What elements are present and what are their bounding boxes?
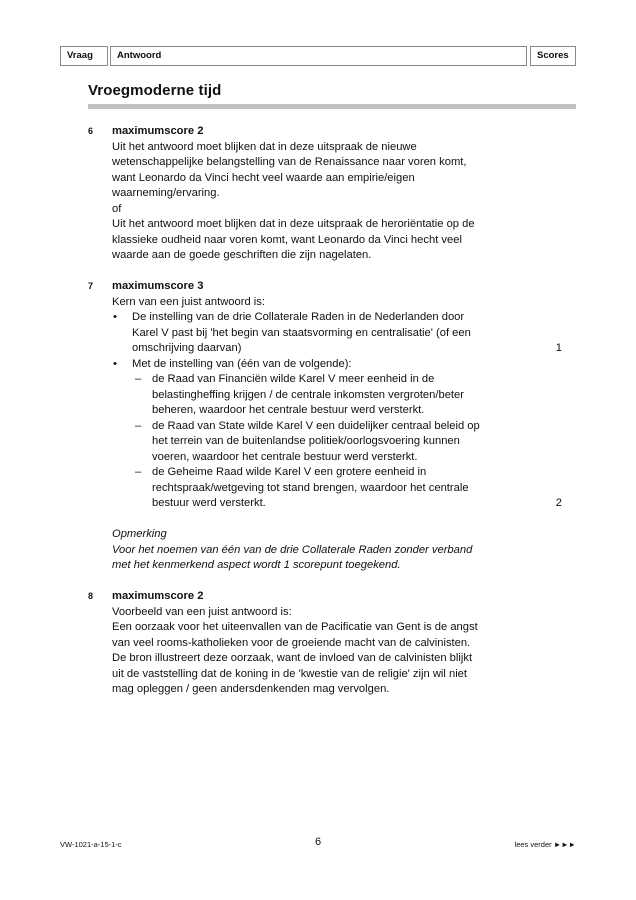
answer-line: het terrein van de buitenlandse politiek/oorlogsvoering kunnen (152, 435, 460, 447)
header-vraag-label: Vraag (67, 50, 93, 61)
answer-line: belastingheffing krijgen / de centrale inkomsten vergroten/beter (152, 388, 464, 401)
answer-line: bestuur werd versterkt. (152, 497, 266, 509)
answer-line: wetenschappelijke belangstelling van de Renaissance naar voren komt, (112, 156, 467, 168)
header-scores (530, 46, 576, 66)
answer-line: klassieke oudheid naar voren komt, want Leonardo da Vinci hecht veel (112, 233, 462, 246)
question-body (112, 279, 562, 574)
answer-line: De bron illustreert deze oorzaak, want de invloed van de calvinisten blijkt (112, 652, 473, 664)
answer-line: beheren, waardoor het centrale bestuur werd versterkt. (152, 404, 425, 416)
question-number: 6 (88, 126, 94, 136)
answer-intro: Kern van een juist antwoord is: (112, 295, 265, 308)
header-scores-label: Scores (537, 50, 569, 61)
answer-line: Karel V past bij 'het begin van staatsvorming en centralisatie' (of een (132, 326, 471, 339)
answer-line: of (112, 202, 122, 215)
section-title: Vroegmoderne tijd (88, 82, 222, 99)
answer-line: rechtspraak/wetgeving tot stand brengen, waardoor het centrale (152, 481, 469, 494)
answer-line: Een oorzaak voor het uiteenvallen van de Pacificatie van Gent is de angst (112, 621, 478, 633)
answer-line: de Raad van Financiën wilde Karel V meer eenheid in de (152, 373, 435, 385)
dash-marker: – (135, 419, 142, 432)
max-score: maximumscore 2 (112, 590, 204, 602)
answer-subitem (132, 465, 532, 512)
answer-line: waarneming/ervaring. (112, 187, 220, 199)
answer-line: uit de vaststelling dat de koning in de 'kwestie van de religie' zijn wil niet (112, 667, 468, 680)
spacer (112, 512, 532, 528)
header-antwoord (110, 46, 527, 66)
answer-line: Uit het antwoord moet blijken dat in deze uitspraak de heroriëntatie op de (112, 218, 475, 230)
answer-line: van veel rooms-katholieken voor de groeiende macht van de calvinisten. (112, 636, 471, 649)
answer-line: want Leonardo da Vinci hecht veel waarde aan empirie/eigen (112, 171, 415, 184)
bullet-marker: • (113, 357, 117, 370)
section-divider (88, 104, 576, 109)
question-body (112, 589, 532, 698)
answer-line: Met de instelling van (één van de volgende): (132, 357, 352, 370)
page-number: 6 (314, 836, 322, 848)
remark-line: Voor het noemen van één van de drie Collaterale Raden zonder verband (112, 543, 473, 556)
answer-subitem (132, 372, 532, 419)
answer-line: mag opleggen / geen andersdenkenden mag vervolgen. (112, 683, 390, 695)
answer-line: Voorbeeld van een juist antwoord is: (112, 605, 292, 618)
answer-line: Uit het antwoord moet blijken dat in deze uitspraak de nieuwe (112, 140, 417, 153)
answer-line: omschrijving daarvan) (132, 342, 242, 354)
header-antwoord-label: Antwoord (117, 50, 162, 61)
answer-bullet (112, 357, 562, 512)
answer-line: De instelling van de drie Collaterale Raden in de Nederlanden door (132, 311, 465, 323)
max-score: maximumscore 3 (112, 280, 204, 292)
dash-marker: – (135, 373, 142, 385)
remark-title: Opmerking (112, 528, 167, 540)
max-score: maximumscore 2 (112, 125, 204, 137)
answer-line: de Geheime Raad wilde Karel V een grotere eenheid in (152, 466, 427, 478)
score-value: 1 (555, 342, 562, 354)
question-number: 8 (88, 591, 94, 601)
question-number: 7 (88, 281, 94, 291)
answer-bullet (112, 310, 562, 357)
answer-line: voeren, waardoor het centrale bestuur werd versterkt. (152, 450, 418, 463)
score-value: 2 (555, 497, 562, 509)
answer-line: de Raad van State wilde Karel V een duidelijker centraal beleid op (152, 419, 480, 432)
remark-line: met het kenmerkend aspect wordt 1 scorepunt toegekend. (112, 559, 401, 571)
header-vraag (60, 46, 108, 66)
answer-line: waarde aan de goede geschriften die zijn nagelaten. (112, 249, 372, 261)
question-body (112, 124, 532, 264)
dash-marker: – (135, 466, 142, 478)
document-code: VW-1021-a-15-1-c (60, 840, 122, 849)
bullet-marker: • (113, 311, 117, 323)
continue-indicator: lees verder ►►► (514, 840, 576, 849)
answer-subitem (132, 419, 532, 466)
